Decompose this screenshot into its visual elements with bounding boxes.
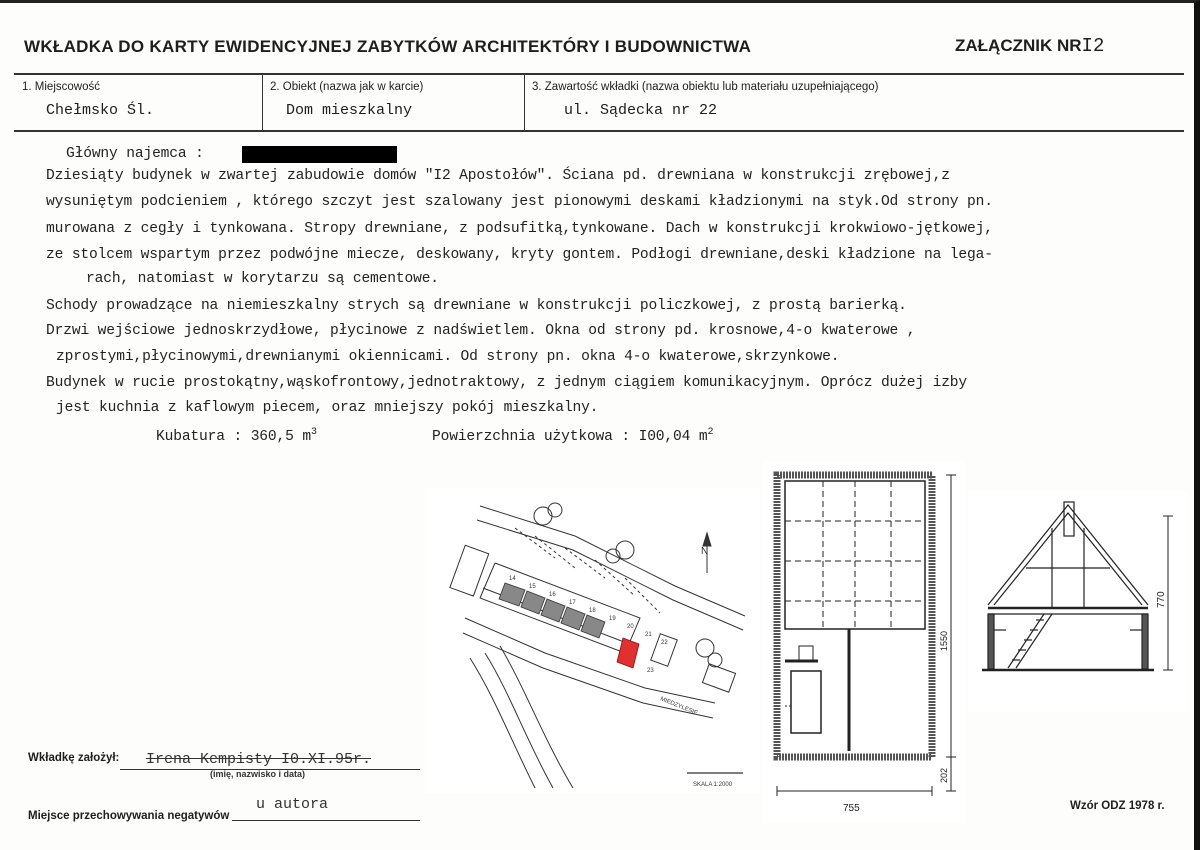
description-line: Drzwi wejściowe jednoskrzydłowe, płycinowe z nadświetlem. Okna od strony pd. krosnowe,4-o kwaterowe , <box>46 323 916 339</box>
negatives-value: u autora <box>256 796 329 813</box>
annex-number <box>955 35 1104 57</box>
section-height: 770 <box>1156 591 1167 608</box>
fields-rule <box>14 130 1184 132</box>
area-metric <box>432 427 713 445</box>
field-value-locality: Chełmsko Śl. <box>46 102 155 119</box>
north-marker: N <box>701 546 709 557</box>
tenant-label: Główny najemca : <box>66 146 204 162</box>
plot-number: 19 <box>609 616 616 622</box>
plot-number: 21 <box>645 632 652 638</box>
description-line: murowana z cegły i tynkowana. Stropy drewniane, z podsufitką,tynkowane. Dach w konstrukcji krokwiowo-jętkowej, <box>46 221 993 237</box>
area-label: Powierzchnia użytkowa : <box>432 428 630 445</box>
floor-plan-porch-depth: 202 <box>939 767 949 783</box>
plot-number: 18 <box>589 608 596 614</box>
plot-number: 14 <box>509 576 516 582</box>
area-value: I00,04 m <box>638 428 708 445</box>
plot-number: 17 <box>569 600 576 606</box>
plot-number: 23 <box>647 668 654 674</box>
field-label-contents: 3. Zawartość wkładki (nazwa obiektu lub materiału uzupełniającego) <box>532 81 879 93</box>
volume-value: 360,5 m <box>250 428 311 445</box>
field-value-object: Dom mieszkalny <box>286 102 413 119</box>
description-line: wysuniętym podcieniem , którego szczyt jest szalowany jest pionowymi deskami kładzionymi na styk.Od strony pn. <box>46 194 993 210</box>
field-label-object: 2. Obiekt (nazwa jak w karcie) <box>270 81 424 93</box>
description-line: rach, natomiast w korytarzu są cementowe. <box>86 271 439 287</box>
floor-plan-width: 755 <box>843 803 860 814</box>
redacted-tenant-name <box>242 146 397 163</box>
plot-number: 16 <box>549 592 556 598</box>
annex-label: ZAŁĄCZNIK NR <box>955 36 1082 55</box>
area-exponent: 2 <box>707 427 714 438</box>
author-hint: (imię, nazwisko i data) <box>210 769 306 779</box>
document-title: WKŁADKA DO KARTY EWIDENCYJNEJ ZABYTKÓW ARCHITEKTÓRY I BUDOWNICTWA <box>24 37 752 56</box>
description-line: Dziesiąty budynek w zwartej zabudowie domów "I2 Apostołów". Ściana pd. drewniana w konstrukcji zrębowej,z <box>46 168 950 184</box>
volume-exponent: 3 <box>310 427 317 438</box>
field-value-contents: ul. Sądecka nr 22 <box>564 102 718 119</box>
plot-number: 22 <box>661 640 668 646</box>
volume-label: Kubatura : <box>156 428 243 445</box>
field-divider-2 <box>524 75 525 131</box>
description-line: ze stolcem wspartym przez podwójne miecze, deskowany, kryty gontem. Podłogi drewniane,deski kładzione na lega- <box>46 247 993 263</box>
street-name: MIEDZYLESIE <box>659 696 699 717</box>
description-line: Schody prowadzące na niemieszkalny strych są drewniane w konstrukcji policzkowej, z prostą barierką. <box>46 298 907 314</box>
field-label-locality: 1. Miejscowość <box>22 81 100 93</box>
form-code: Wzór ODZ 1978 r. <box>1070 800 1165 812</box>
floor-plan-length: 1550 <box>939 630 949 651</box>
floor-plan-drawing <box>763 461 965 823</box>
description-line: Budynek w rucie prostokątny,wąskofrontowy,jednotraktowy, z jednym ciągiem komunikacyjnym. Oprócz dużej izby <box>46 375 968 391</box>
author-value: Irena Kempisty I0.XI.95r. <box>146 751 372 768</box>
field-divider-1 <box>262 75 263 131</box>
plot-number: 15 <box>529 584 536 590</box>
description-line: jest kuchnia z kaflowym piecem, oraz mniejszy pokój mieszkalny. <box>56 400 599 416</box>
plot-number: 20 <box>627 624 634 630</box>
site-plan-scale: SKALA 1:2000 <box>693 782 733 788</box>
annex-value: I2 <box>1081 35 1105 57</box>
author-label: Wkładkę założył: <box>28 752 120 764</box>
section-drawing <box>968 490 1188 712</box>
volume-metric <box>156 427 317 445</box>
negatives-label: Miejsce przechowywania negatywów <box>28 810 230 822</box>
negatives-line <box>232 820 420 821</box>
description-line: zprostymi,płycinowymi,drewnianymi okiennicami. Od strony pn. okna 4-o kwaterowe,skrzynkowe. <box>56 349 840 365</box>
header-rule <box>14 73 1184 75</box>
site-plan-drawing <box>425 488 760 793</box>
